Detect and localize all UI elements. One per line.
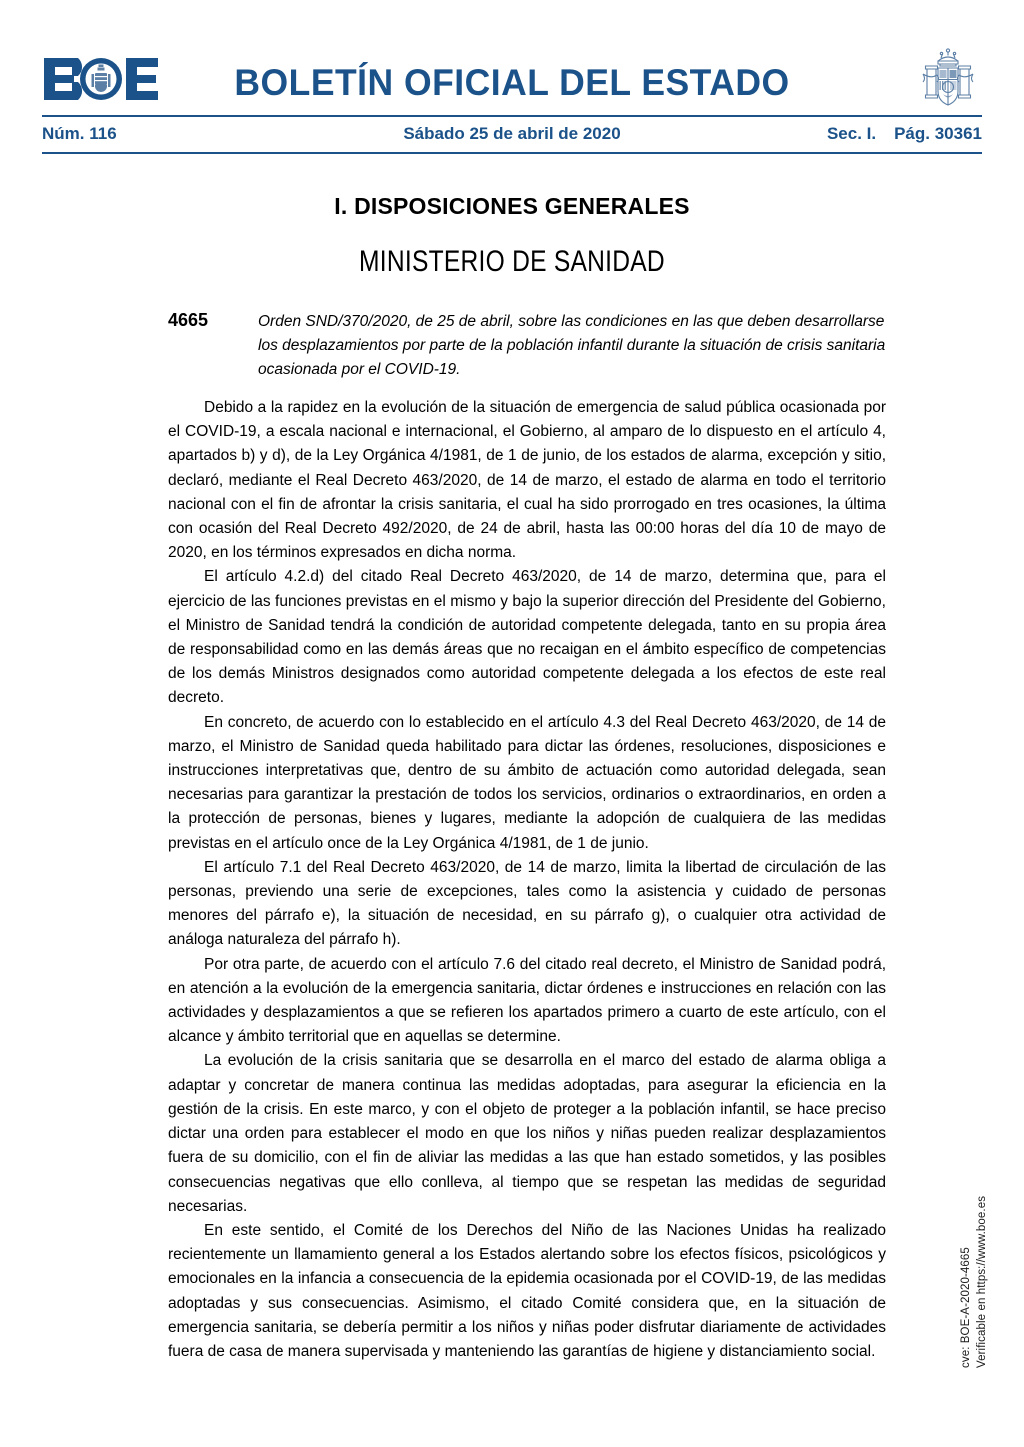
cve-identifier: cve: BOE-A-2020-4665 (960, 1247, 972, 1368)
page-label: Pág. 30361 (894, 124, 982, 143)
header-rule-top (42, 115, 982, 117)
body-paragraph: Por otra parte, de acuerdo con el artículo 7.6 del citado real decreto, el Ministro de Sanidad podrá, en atención a la evolución de la emergencia sanitaria, dictar órdenes e instrucciones en relación con las actividades y desplazamientos a que se refieren los apartados primero a cuarto de este artículo, con el alcance y ámbito territorial que en aquellas se determine. (168, 955, 886, 1046)
cve-sidebar (960, 1158, 1008, 1368)
masthead-title: BOLETÍN OFICIAL DEL ESTADO (234, 62, 790, 103)
spain-coat-of-arms-icon (914, 47, 982, 113)
issue-number: Núm. 116 (42, 124, 117, 143)
body-paragraph: En concreto, de acuerdo con lo establecido en el artículo 4.3 del Real Decreto 463/2020, de 14 de marzo, el Ministro de Sanidad queda habilitado para dictar las órdenes, resoluciones, disposiciones e instrucciones interpretativas que, dentro de su ámbito de actuación como autoridad delegada, sean necesarias para garantizar la prestación de todos los servicios, ordinarios o extraordinarios, en orden a la protección de personas, bienes y lugares, mediante la adopción de cualquiera de las medidas previstas en el artículo once de la Ley Orgánica 4/1981, de 1 de junio. (168, 713, 886, 852)
body-paragraph: El artículo 4.2.d) del citado Real Decreto 463/2020, de 14 de marzo, determina que, para el ejercicio de las funciones previstas en el mismo y bajo la superior dirección del Presidente del Gobierno, el Ministro de Sanidad tendrá la condición de autoridad competente delegada, tanto en su propia área de responsabilidad como en las demás áreas que no recaigan en el ámbito específico de competencias de los demás Ministros designados como autoridad competente delegada a los efectos de este real decreto. (168, 568, 886, 707)
entry-title: Orden SND/370/2020, de 25 de abril, sobre las condiciones en las que deben desarrollarse los desplazamientos por parte de la población infantil durante la situación de crisis sanitaria ocasionada por el COVID-19. (258, 313, 886, 378)
ministry-heading: MINISTERIO DE SANIDAD (359, 245, 665, 278)
body-paragraph: Debido a la rapidez en la evolución de la situación de emergencia de salud pública ocasionada por el COVID-19, a escala nacional e internacional, el Gobierno, al amparo de lo dispuesto en el artículo 4, apartados b) y d), de la Ley Orgánica 4/1981, de 1 de junio, de los estados de alarma, excepción y sitio, declaró, mediante el Real Decreto 463/2020, de 14 de marzo, el estado de alarma en todo el territorio nacional con el fin de afrontar la crisis sanitaria, el cual ha sido prorrogado en tres ocasiones, la última con ocasión del Real Decreto 492/2020, de 24 de abril, hasta las 00:00 horas del día 10 de mayo de 2020, en los términos expresados en dicha norma. (168, 399, 886, 562)
masthead (0, 0, 1024, 114)
body-text (168, 396, 886, 1364)
entry-number: 4665 (168, 310, 209, 330)
issue-date: Sábado 25 de abril de 2020 (403, 124, 621, 143)
disposition-entry (168, 310, 886, 382)
body-paragraph: El artículo 7.1 del Real Decreto 463/2020, de 14 de marzo, limita la libertad de circulación de las personas, previendo una serie de excepciones, tales como la asistencia y cuidado de personas menores del párrafo e), la situación de necesidad, en su párrafo g), o cualquier otra actividad de análoga naturaleza del párrafo h). (168, 858, 886, 949)
header-right-group (827, 124, 982, 144)
page-title: I. DISPOSICIONES GENERALES (334, 193, 690, 219)
header-band (42, 120, 982, 150)
section-label: Sec. I. (826, 124, 877, 143)
body-paragraph: En este sentido, el Comité de los Derechos del Niño de las Naciones Unidas ha realizado recientemente un llamamiento general a los Estados alertando sobre los efectos físicos, psicológicos y emocionales en la infancia a consecuencia de la epidemia ocasionada por el COVID-19, de las medidas adoptadas y sus consecuencias. Asimismo, el citado Comité considera que, en la situación de emergencia sanitaria, se debería permitir a los niños y niñas poder disfrutar diariamente de actividades fuera de casa de manera supervisada y manteniendo las garantías de higiene y distanciamiento social. (168, 1221, 886, 1360)
body-paragraph: La evolución de la crisis sanitaria que se desarrolla en el marco del estado de alarma obliga a adaptar y concretar de manera continua las medidas adoptadas, para asegurar la eficiencia en la gestión de la crisis. En este marco, y con el objeto de proteger a la población infantil, se hace preciso dictar una orden para establecer el modo en que los niños y niñas pueden realizar desplazamientos fuera de su domicilio, con el fin de aliviar las medidas a las que han estado sometidos, y las posibles consecuencias negativas que ello conlleva, al tiempo que se respetan las medidas de seguridad necesarias. (168, 1052, 886, 1215)
cve-verify-url[interactable]: Verificable en https://www.boe.es (976, 1195, 988, 1368)
header-rule-bottom (42, 152, 982, 154)
